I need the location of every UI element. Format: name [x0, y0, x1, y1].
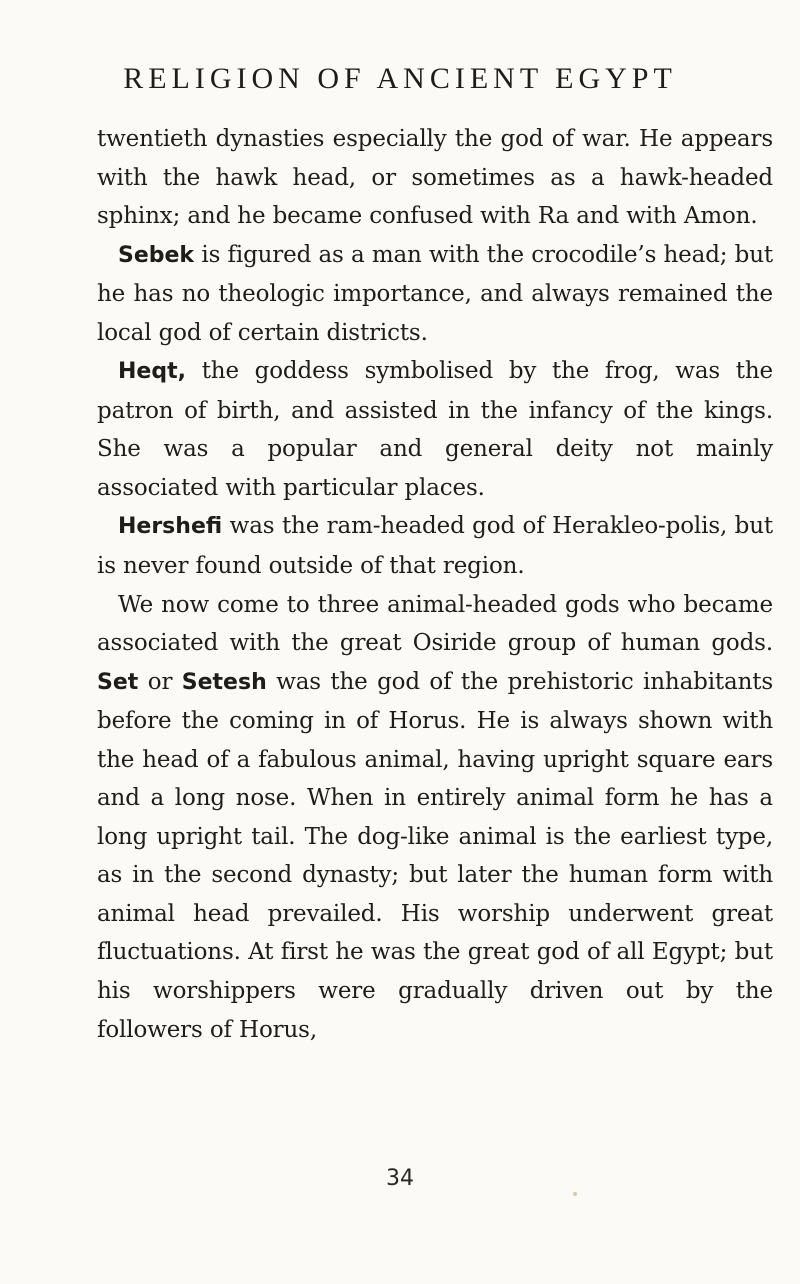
god-name-hershefi: Hershefi: [118, 514, 223, 540]
paragraph-hershefi: [97, 507, 773, 585]
god-name-heqt: Heqt,: [118, 359, 186, 385]
paragraph-text: twentieth dynasties especially the god of war. He appears with the hawk head, or sometimes as a hawk-headed sphinx; and he became confused with Ra and with Amon.: [97, 126, 773, 230]
running-head: RELIGION OF ANCIENT EGYPT: [123, 62, 677, 95]
paragraph-text: We now come to three animal-headed gods who became associated with the great Osiride group of human gods.: [97, 591, 773, 657]
page-number: 34: [386, 1166, 414, 1191]
body-text: [97, 120, 773, 1049]
god-name-set: Set: [97, 669, 139, 695]
paragraph-text: the goddess symbolised by the frog, was the patron of birth, and assisted in the infancy of the kings. She was a popular and general deity not mainly associated with particular places.: [97, 358, 773, 501]
paragraph-text: or: [138, 668, 182, 695]
god-name-setesh: Setesh: [181, 669, 267, 695]
paragraph-horus-continued: [97, 120, 773, 236]
paragraph-text: was the god of the prehistoric inhabitants before the coming in of Horus. He is always shown with the head of a fabulous animal, having upright square ears and a long nose. When in entirely animal form he has a long upright tail. The dog-like animal is the earliest type, as in the second dynasty; but later the human form with animal head prevailed. His worship underwent great fluctuations. At first he was the great god of all Egypt; but his worshippers were gradually driven out by the followers of Horus,: [97, 668, 773, 1043]
paragraph-text: is figured as a man with the crocodile’s head; but he has no theologic importance, and always remained the local god of certain districts.: [97, 241, 773, 346]
paragraph-text: was the ram-headed god of Herakleo-polis, but is never found outside of that region.: [97, 513, 773, 580]
god-name-sebek: Sebek: [118, 242, 195, 268]
paragraph-set: [97, 586, 773, 1050]
paragraph-sebek: [97, 236, 773, 353]
paper-fleck: [573, 1192, 577, 1196]
paragraph-heqt: [97, 352, 773, 507]
